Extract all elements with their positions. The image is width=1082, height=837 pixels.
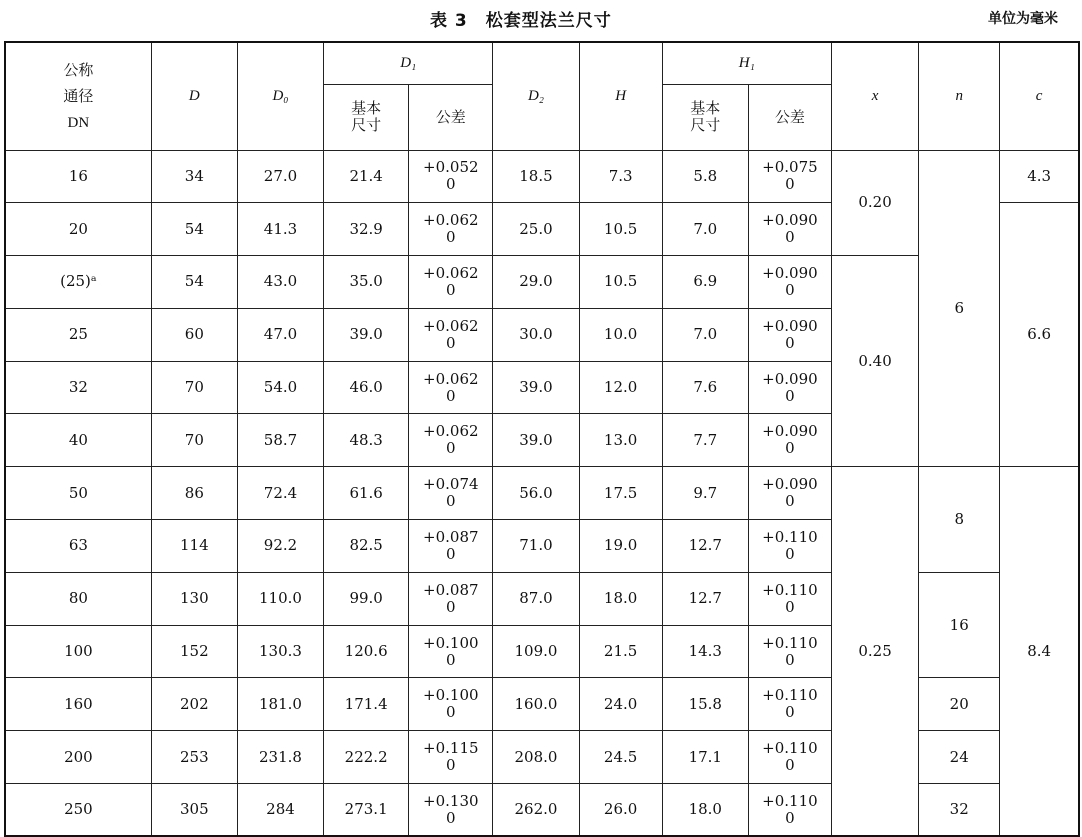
cell-d1-tolerance (409, 256, 493, 309)
cell-h1-basic: 7.6 (662, 361, 748, 414)
cell-h: 18.0 (579, 572, 662, 625)
cell-h1-tolerance (748, 150, 831, 203)
h1-tolerance-upper: +0.090 (762, 316, 818, 335)
table-row (5, 572, 1079, 625)
cell-d2: 109.0 (493, 625, 579, 678)
cell-d1-tolerance (409, 150, 493, 203)
cell-d1-basic: 120.6 (324, 625, 409, 678)
header-d: D (151, 42, 237, 150)
h1-tolerance-lower: 0 (785, 228, 795, 247)
h1-tolerance-upper: +0.110 (762, 739, 818, 758)
cell-h1-tolerance (748, 731, 831, 784)
cell-h: 12.0 (579, 361, 662, 414)
d1-tolerance-upper: +0.087 (423, 527, 479, 546)
cell-dn: 50 (5, 467, 151, 520)
cell-d: 305 (151, 784, 237, 837)
d1-tolerance-lower: 0 (446, 597, 456, 616)
cell-h1-basic: 12.7 (662, 520, 748, 573)
d1-tolerance-upper: +0.087 (423, 580, 479, 599)
cell-d0: 47.0 (237, 308, 323, 361)
d1-tolerance-lower: 0 (446, 175, 456, 194)
h1-tolerance-upper: +0.110 (762, 791, 818, 810)
cell-d: 34 (151, 150, 237, 203)
cell-d: 86 (151, 467, 237, 520)
cell-d: 130 (151, 572, 237, 625)
d1-tolerance-lower: 0 (446, 333, 456, 352)
cell-dn: 100 (5, 625, 151, 678)
cell-d2: 30.0 (493, 308, 579, 361)
cell-dn: 200 (5, 731, 151, 784)
h1-tolerance-upper: +0.110 (762, 686, 818, 705)
h1-tolerance-lower: 0 (785, 597, 795, 616)
cell-h1-tolerance (748, 520, 831, 573)
d1-tolerance-upper: +0.062 (423, 263, 479, 282)
cell-h1-tolerance (748, 678, 831, 731)
header-d0: D₀ (237, 42, 323, 150)
cell-h1-tolerance (748, 414, 831, 467)
d1-tolerance-upper: +0.052 (423, 158, 479, 177)
d1-tolerance-upper: +0.100 (423, 633, 479, 652)
header-d1-basic (324, 84, 409, 150)
cell-d1-tolerance (409, 784, 493, 837)
d1-tolerance-lower: 0 (446, 228, 456, 247)
h1-tolerance-lower: 0 (785, 492, 795, 511)
table-title: 表 3 松套型法兰尺寸 (430, 11, 612, 31)
cell-d2: 160.0 (493, 678, 579, 731)
cell-x-merged: 0.20 (831, 150, 918, 256)
cell-n-merged: 24 (919, 731, 1000, 784)
cell-n-merged: 16 (919, 572, 1000, 678)
d1-tolerance-upper: +0.074 (423, 475, 479, 494)
cell-dn: 250 (5, 784, 151, 837)
cell-h: 21.5 (579, 625, 662, 678)
d1-tolerance-upper: +0.062 (423, 316, 479, 335)
cell-d1-tolerance (409, 625, 493, 678)
cell-h1-basic: 5.8 (662, 150, 748, 203)
cell-d0: 231.8 (237, 731, 323, 784)
cell-d1-basic: 48.3 (324, 414, 409, 467)
cell-d2: 18.5 (493, 150, 579, 203)
cell-d: 54 (151, 256, 237, 309)
table-row (5, 150, 1079, 203)
cell-h1-tolerance (748, 361, 831, 414)
table-row (5, 784, 1079, 837)
cell-d0: 181.0 (237, 678, 323, 731)
cell-d2: 39.0 (493, 414, 579, 467)
cell-dn: 80 (5, 572, 151, 625)
flange-dimension-table (4, 41, 1080, 837)
cell-h1-tolerance (748, 256, 831, 309)
h1-tolerance-upper: +0.075 (762, 158, 818, 177)
cell-h: 26.0 (579, 784, 662, 837)
cell-h: 17.5 (579, 467, 662, 520)
cell-d1-tolerance (409, 467, 493, 520)
cell-h1-tolerance (748, 467, 831, 520)
cell-d0: 58.7 (237, 414, 323, 467)
h1-tolerance-lower: 0 (785, 650, 795, 669)
cell-n-merged: 32 (919, 784, 1000, 837)
cell-dn: 16 (5, 150, 151, 203)
cell-d2: 71.0 (493, 520, 579, 573)
cell-d0: 27.0 (237, 150, 323, 203)
cell-d2: 56.0 (493, 467, 579, 520)
cell-dn: 32 (5, 361, 151, 414)
header-h1: H₁ (662, 42, 831, 84)
h1-tolerance-upper: +0.110 (762, 527, 818, 546)
cell-h: 19.0 (579, 520, 662, 573)
cell-h1-basic: 7.7 (662, 414, 748, 467)
d1-tolerance-lower: 0 (446, 650, 456, 669)
table-body (5, 150, 1079, 836)
cell-c-merged: 8.4 (1000, 467, 1079, 837)
header-dn-line3: DN (67, 114, 90, 131)
cell-h: 24.0 (579, 678, 662, 731)
cell-d: 70 (151, 414, 237, 467)
cell-c-merged: 4.3 (1000, 150, 1079, 203)
cell-d1-basic: 46.0 (324, 361, 409, 414)
cell-d: 54 (151, 203, 237, 256)
header-h1-tolerance: 公差 (748, 84, 831, 150)
table-row (5, 256, 1079, 309)
header-d1: D₁ (324, 42, 493, 84)
cell-d1-basic: 39.0 (324, 308, 409, 361)
h1-tolerance-upper: +0.090 (762, 475, 818, 494)
d1-tolerance-lower: 0 (446, 756, 456, 775)
cell-d1-basic: 32.9 (324, 203, 409, 256)
cell-d1-basic: 35.0 (324, 256, 409, 309)
cell-d0: 72.4 (237, 467, 323, 520)
cell-d: 114 (151, 520, 237, 573)
h1-tolerance-upper: +0.090 (762, 369, 818, 388)
header-d1-tolerance: 公差 (409, 84, 493, 150)
h1-tolerance-lower: 0 (785, 175, 795, 194)
cell-d0: 41.3 (237, 203, 323, 256)
header-dn-line1: 公称 (63, 60, 94, 79)
h1-tolerance-upper: +0.090 (762, 211, 818, 230)
cell-dn: 63 (5, 520, 151, 573)
cell-d1-tolerance (409, 731, 493, 784)
cell-d0: 110.0 (237, 572, 323, 625)
h1-tolerance-lower: 0 (785, 333, 795, 352)
header-d2: D₂ (493, 42, 579, 150)
table-caption (0, 4, 1082, 32)
header-x: x (831, 42, 918, 150)
cell-h: 24.5 (579, 731, 662, 784)
cell-d1-tolerance (409, 678, 493, 731)
header-h1-basic-line2: 尺寸 (690, 116, 721, 134)
cell-h: 10.5 (579, 203, 662, 256)
cell-d1-basic: 171.4 (324, 678, 409, 731)
cell-n-merged: 20 (919, 678, 1000, 731)
header-dn-line2: 通径 (63, 86, 94, 105)
cell-c-merged: 6.6 (1000, 203, 1079, 467)
cell-dn: 25 (5, 308, 151, 361)
d1-tolerance-upper: +0.115 (423, 739, 479, 758)
h1-tolerance-lower: 0 (785, 544, 795, 563)
cell-dn: 40 (5, 414, 151, 467)
h1-tolerance-upper: +0.090 (762, 422, 818, 441)
cell-d2: 208.0 (493, 731, 579, 784)
cell-d0: 92.2 (237, 520, 323, 573)
cell-d1-basic: 21.4 (324, 150, 409, 203)
cell-d: 60 (151, 308, 237, 361)
d1-tolerance-upper: +0.130 (423, 791, 479, 810)
cell-d0: 284 (237, 784, 323, 837)
header-d1-basic-line2: 尺寸 (351, 116, 382, 134)
d1-tolerance-upper: +0.100 (423, 686, 479, 705)
cell-dn: 20 (5, 203, 151, 256)
cell-d2: 25.0 (493, 203, 579, 256)
cell-d1-tolerance (409, 203, 493, 256)
table-row (5, 467, 1079, 520)
cell-d2: 87.0 (493, 572, 579, 625)
cell-d1-tolerance (409, 308, 493, 361)
cell-d: 202 (151, 678, 237, 731)
cell-d1-basic: 82.5 (324, 520, 409, 573)
table-row (5, 678, 1079, 731)
cell-h1-tolerance (748, 308, 831, 361)
h1-tolerance-upper: +0.110 (762, 580, 818, 599)
d1-tolerance-lower: 0 (446, 280, 456, 299)
cell-d1-basic: 61.6 (324, 467, 409, 520)
cell-h1-tolerance (748, 203, 831, 256)
cell-d1-basic: 273.1 (324, 784, 409, 837)
cell-d0: 130.3 (237, 625, 323, 678)
cell-h1-tolerance (748, 784, 831, 837)
cell-h: 10.5 (579, 256, 662, 309)
cell-d1-basic: 99.0 (324, 572, 409, 625)
h1-tolerance-lower: 0 (785, 280, 795, 299)
cell-dn: 160 (5, 678, 151, 731)
cell-d1-tolerance (409, 414, 493, 467)
header-h1-basic (662, 84, 748, 150)
cell-n-merged: 8 (919, 467, 1000, 573)
d1-tolerance-lower: 0 (446, 492, 456, 511)
table-header (5, 42, 1079, 150)
d1-tolerance-lower: 0 (446, 544, 456, 563)
d1-tolerance-upper: +0.062 (423, 422, 479, 441)
cell-h1-tolerance (748, 572, 831, 625)
cell-n-merged: 6 (919, 150, 1000, 467)
cell-d: 253 (151, 731, 237, 784)
cell-h1-basic: 15.8 (662, 678, 748, 731)
cell-h: 7.3 (579, 150, 662, 203)
cell-h1-basic: 7.0 (662, 308, 748, 361)
header-d1-basic-line1: 基本 (351, 99, 382, 117)
cell-d1-basic: 222.2 (324, 731, 409, 784)
cell-h1-tolerance (748, 625, 831, 678)
h1-tolerance-lower: 0 (785, 439, 795, 458)
d1-tolerance-lower: 0 (446, 808, 456, 827)
cell-h1-basic: 9.7 (662, 467, 748, 520)
cell-d1-tolerance (409, 520, 493, 573)
header-n: n (919, 42, 1000, 150)
header-h: H (579, 42, 662, 150)
cell-h: 10.0 (579, 308, 662, 361)
unit-note: 单位为毫米 (988, 11, 1058, 27)
cell-h1-basic: 14.3 (662, 625, 748, 678)
cell-dn: (25)ᵃ (5, 256, 151, 309)
cell-d0: 43.0 (237, 256, 323, 309)
header-dn (5, 42, 151, 150)
cell-h1-basic: 7.0 (662, 203, 748, 256)
cell-h1-basic: 6.9 (662, 256, 748, 309)
d1-tolerance-lower: 0 (446, 386, 456, 405)
cell-d: 70 (151, 361, 237, 414)
d1-tolerance-lower: 0 (446, 439, 456, 458)
h1-tolerance-lower: 0 (785, 703, 795, 722)
cell-d0: 54.0 (237, 361, 323, 414)
cell-d1-tolerance (409, 572, 493, 625)
cell-h1-basic: 17.1 (662, 731, 748, 784)
cell-h: 13.0 (579, 414, 662, 467)
cell-h1-basic: 18.0 (662, 784, 748, 837)
h1-tolerance-lower: 0 (785, 386, 795, 405)
header-c: c (1000, 42, 1079, 150)
h1-tolerance-lower: 0 (785, 808, 795, 827)
d1-tolerance-upper: +0.062 (423, 369, 479, 388)
cell-d1-tolerance (409, 361, 493, 414)
cell-d2: 262.0 (493, 784, 579, 837)
h1-tolerance-upper: +0.110 (762, 633, 818, 652)
d1-tolerance-lower: 0 (446, 703, 456, 722)
cell-x-merged: 0.40 (831, 256, 918, 467)
table-row (5, 731, 1079, 784)
cell-x-merged: 0.25 (831, 467, 918, 837)
h1-tolerance-upper: +0.090 (762, 263, 818, 282)
cell-h1-basic: 12.7 (662, 572, 748, 625)
d1-tolerance-upper: +0.062 (423, 211, 479, 230)
h1-tolerance-lower: 0 (785, 756, 795, 775)
cell-d: 152 (151, 625, 237, 678)
cell-d2: 39.0 (493, 361, 579, 414)
cell-d2: 29.0 (493, 256, 579, 309)
header-h1-basic-line1: 基本 (690, 99, 721, 117)
